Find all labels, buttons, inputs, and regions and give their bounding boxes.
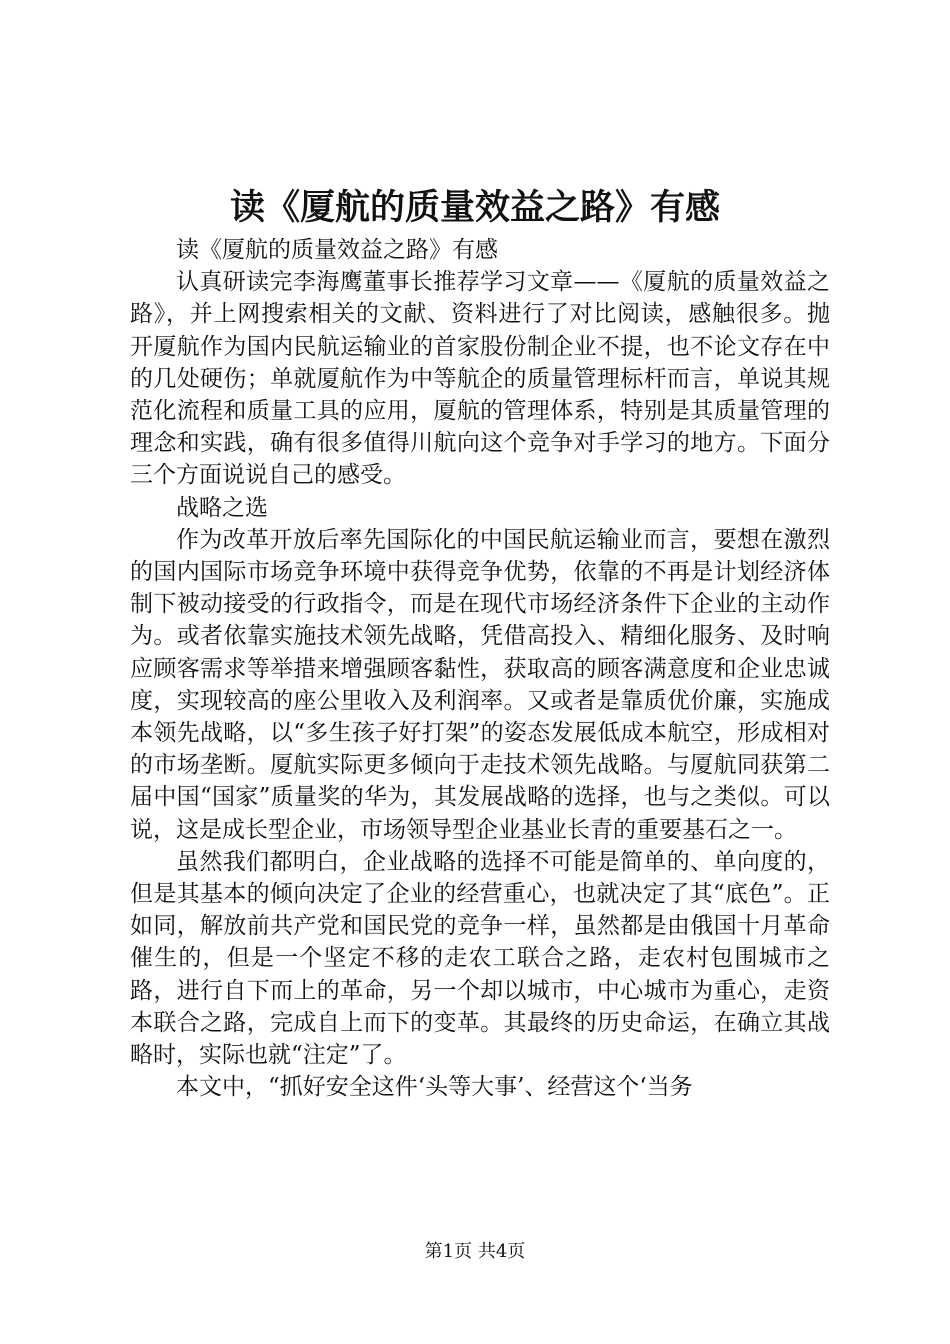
subtitle-paragraph: 读《厦航的质量效益之路》有感: [176, 237, 498, 263]
paragraph: 虽然我们都明白，企业战略的选择不可能是简单的、单向度的，但是其基本的倾向决定了企业的经营重心，也就决定了其“底色”。正如同，解放前共产党和国民党的竞争一样，虽然都是由俄国十月革命催生的，但是一个坚定不移的走农工联合之路，走农村包围城市之路，进行自下而上的革命，另一个却以城市，中心城市为重心，走资本联合之路，完成自上而下的变革。其最终的历史命运，在确立其战略时，实际也就“注定”了。: [130, 848, 830, 1069]
paragraph: 作为改革开放后率先国际化的中国民航运输业而言，要想在激烈的国内国际市场竞争环境中获得竞争优势，依靠的不再是计划经济体制下被动接受的行政指令，而是在现代市场经济条件下企业的主动作为。或者依靠实施技术领先战略，凭借高投入、精细化服务、及时响应顾客需求等举措来增强顾客黏性，获取高的顾客满意度和企业忠诚度，实现较高的座公里收入及利润率。又或者是靠质优价廉，实施成本领先战略，以“多生孩子好打架”的姿态发展低成本航空，形成相对的市场垄断。厦航实际更多倾向于走技术领先战略。与厦航同获第二届中国“国家”质量奖的华为，其发展战略的选择，也与之类似。可以说，这是成长型企业，市场领导型企业基业长青的重要基石之一。: [130, 526, 830, 843]
paragraph: 本文中，“抓好安全这件‘头等大事’、经营这个‘当务: [176, 1074, 693, 1101]
document-body: [130, 234, 830, 1103]
section-heading: 战略之选: [176, 494, 268, 521]
document-title: 读《厦航的质量效益之路》有感: [229, 187, 720, 228]
page-footer: 第1页 共4页: [424, 1241, 526, 1262]
paragraph: 认真研读完李海鹰董事长推荐学习文章——《厦航的质量效益之路》，并上网搜索相关的文献、资料进行了对比阅读，感触很多。抛开厦航作为国内民航运输业的首家股份制企业不提，也不论文存在中的几处硬伤；单就厦航作为中等航企的质量管理标杆而言，单说其规范化流程和质量工具的应用，厦航的管理体系，特别是其质量管理的理念和实践，确有很多值得川航向这个竞争对手学习的地方。下面分三个方面说说自己的感受。: [130, 269, 830, 489]
